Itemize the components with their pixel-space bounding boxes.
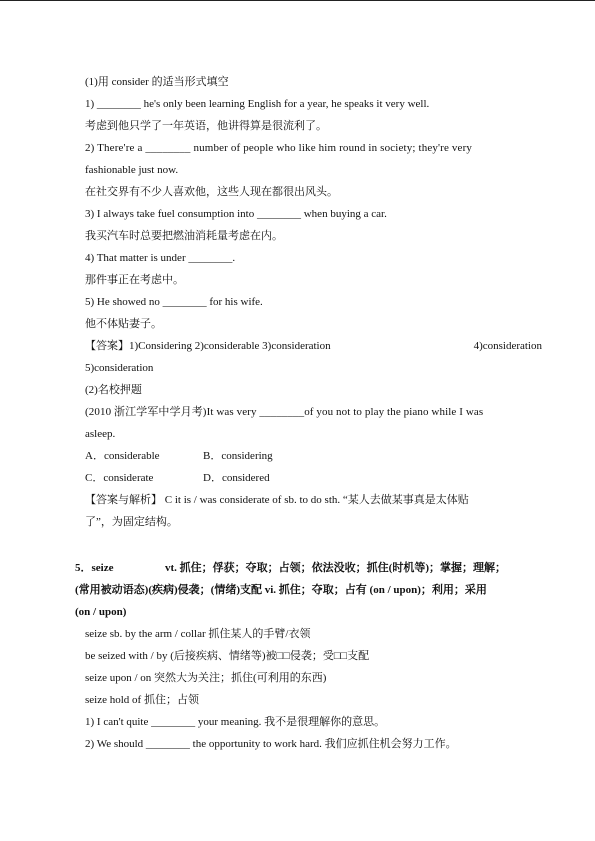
answer-4: 4)consideration bbox=[473, 340, 542, 352]
seize-line2: (常用被动语态)(疾病)侵袭；(情绪)支配 vi. 抓住；夺取；占有 (on / upon)；利用；采用 bbox=[75, 584, 487, 596]
example-2: 2) We should ________ the opportunity to work hard. 我们应抓住机会努力工作。 bbox=[85, 738, 457, 750]
option-c: C．considerate bbox=[85, 472, 154, 484]
explanation-line2: 了”，为固定结构。 bbox=[85, 516, 178, 528]
top-rule bbox=[0, 0, 595, 1]
q4-english: 4) That matter is under ________. bbox=[85, 252, 236, 264]
seize-line1 bbox=[75, 557, 542, 579]
option-d: D．considered bbox=[203, 472, 270, 484]
answer-row bbox=[85, 335, 542, 357]
exercise-section bbox=[85, 71, 542, 533]
options-row-1 bbox=[85, 445, 542, 467]
q3-chinese: 我买汽车时总要把燃油消耗量考虑在内。 bbox=[85, 230, 283, 242]
phrase-1: seize sb. by the arm / collar 抓住某人的手臂/衣领 bbox=[85, 628, 311, 640]
phrase-3: seize upon / on 突然大为关注；抓住(可利用的东西) bbox=[85, 672, 327, 684]
q1-english: 1) ________ he's only been learning English for a year, he speaks it very well. bbox=[85, 98, 430, 110]
phrase-2: be seized with / by (后接疾病、情绪等)被□□侵袭；受□□支配 bbox=[85, 650, 370, 662]
q4-chinese: 那件事正在考虑中。 bbox=[85, 274, 184, 286]
example-1: 1) I can't quite ________ your meaning. 我不是很理解你的意思。 bbox=[85, 716, 386, 728]
seize-headword: 5．seize bbox=[75, 562, 114, 574]
q3-english: 3) I always take fuel consumption into ________ when buying a car. bbox=[85, 208, 387, 220]
part1-heading: (1)用 consider 的适当形式填空 bbox=[85, 76, 229, 88]
mc-question-line2: asleep. bbox=[85, 428, 116, 440]
q2-english-line2: fashionable just now. bbox=[85, 164, 179, 176]
q2-english-line1: 2) There're a ________ number of people who like him round in society; they're very bbox=[85, 142, 473, 154]
option-b: B．considering bbox=[203, 450, 273, 462]
phrase-4: seize hold of 抓住；占领 bbox=[85, 694, 199, 706]
answer-5: 5)consideration bbox=[85, 362, 154, 374]
option-a: A．considerable bbox=[85, 450, 160, 462]
explanation-line1: 【答案与解析】 C it is / was considerate of sb. to do sth. “某人去做某事真是太体贴 bbox=[85, 494, 469, 506]
seize-entry bbox=[75, 557, 542, 623]
mc-question-line1: (2010 浙江学军中学月考)It was very ________of you not to play the piano while I was bbox=[85, 406, 484, 418]
seize-phrases bbox=[85, 623, 542, 755]
part2-heading: (2)名校押题 bbox=[85, 384, 142, 396]
q1-chinese: 考虑到他只学了一年英语，他讲得算是很流利了。 bbox=[85, 120, 327, 132]
q5-english: 5) He showed no ________ for his wife. bbox=[85, 296, 263, 308]
options-row-2 bbox=[85, 467, 542, 489]
q5-chinese: 他不体贴妻子。 bbox=[85, 318, 162, 330]
q2-chinese: 在社交界有不少人喜欢他，这些人现在都很出风头。 bbox=[85, 186, 338, 198]
seize-def-vt: vt. 抓住；俘获；夺取；占领；依法没收；抓住(时机等)；掌握；理解； bbox=[165, 562, 506, 574]
answer-label: 【答案】1)Considering 2)considerable 3)consideration bbox=[85, 340, 331, 352]
seize-line3: (on / upon) bbox=[75, 606, 127, 618]
